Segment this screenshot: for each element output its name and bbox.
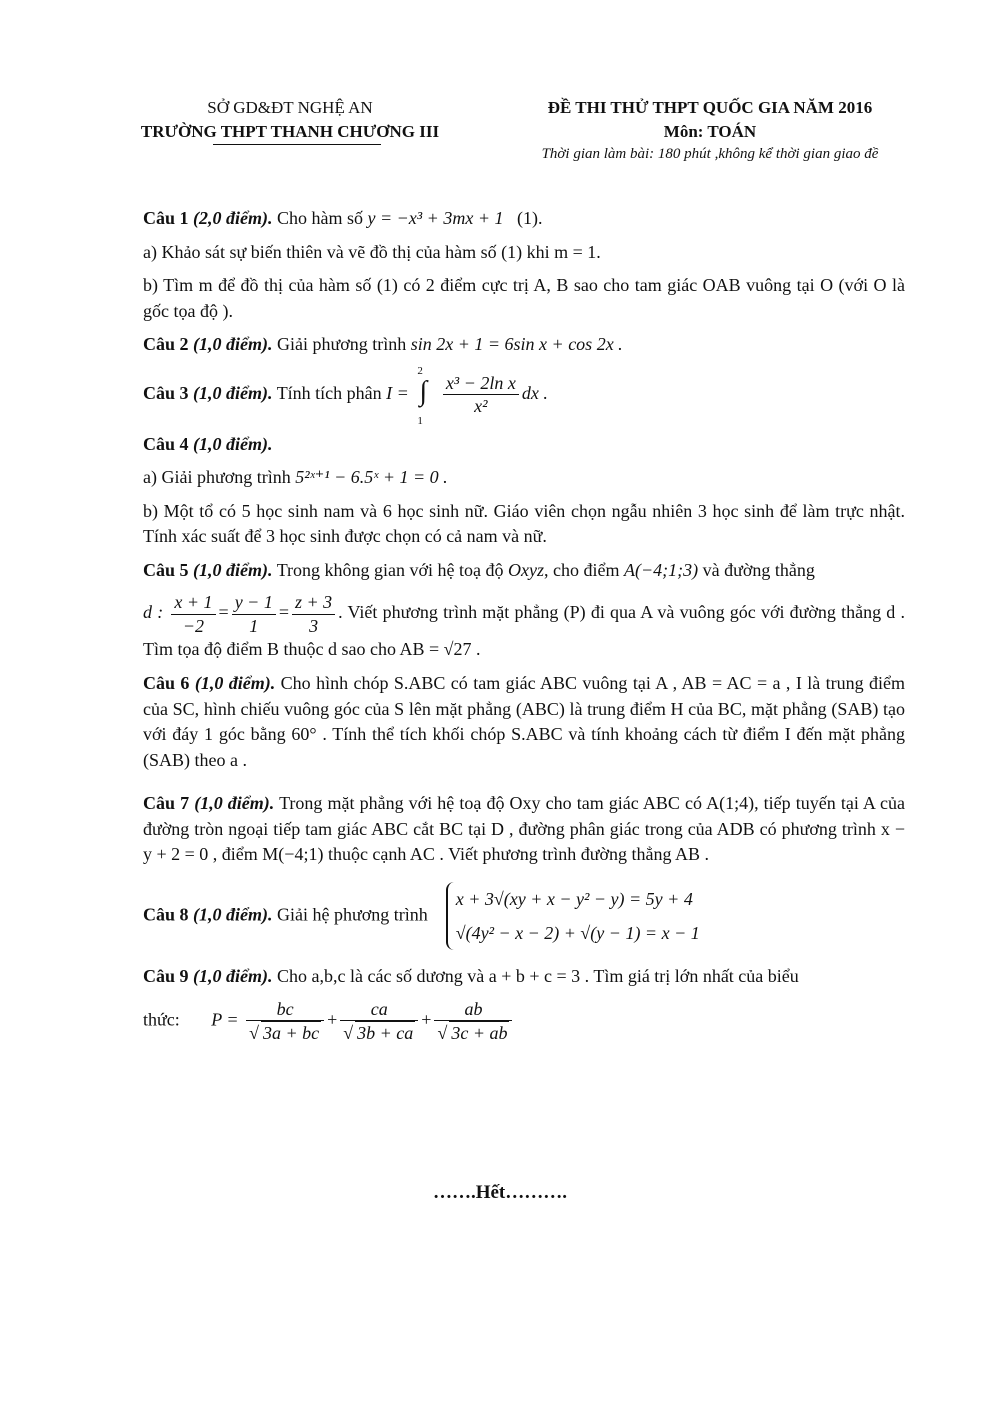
fraction-numerator: ab	[434, 998, 512, 1022]
question-5	[143, 558, 905, 584]
exam-subject: Môn: TOÁN	[663, 122, 757, 142]
question-label: Câu 4	[143, 433, 189, 454]
formula: y = −x³ + 3mx + 1	[367, 208, 504, 228]
question-label: Câu 9	[143, 966, 189, 987]
coordinate-system: Oxyz	[508, 559, 545, 580]
question-text: Giải phương trình	[277, 334, 407, 355]
fraction-1	[246, 998, 324, 1045]
fraction-numerator: bc	[246, 998, 324, 1022]
question-points: (2,0 điểm).	[193, 208, 273, 228]
question-label: Câu 5	[143, 559, 189, 580]
fraction-2	[340, 998, 418, 1045]
integral-lower: 1	[417, 414, 423, 427]
question-text: Cho a,b,c là các số dương và a + b + c = 3 . Tìm giá trị lớn nhất của biểu	[277, 966, 799, 987]
question-text: Tính tích phân	[276, 382, 382, 403]
fraction-numerator: x + 1	[171, 591, 215, 615]
question-4b: b) Một tổ có 5 học sinh nam và 6 học sinh nữ. Giáo viên chọn ngẫu nhiên 3 học sinh để làm trực nhật. Tính xác suất để 3 học sinh được chọn có cả nam và nữ.	[143, 500, 905, 547]
exam-title: ĐỀ THI THỬ THPT QUỐC GIA NĂM 2016	[547, 98, 873, 117]
fraction-3	[434, 998, 512, 1045]
question-text: thức:	[143, 1009, 180, 1030]
question-text: Trong mặt phẳng với hệ toạ độ Oxy cho tam giác ABC có A(1;4), tiếp tuyến tại A của đường tròn ngoại tiếp tam giác ABC cắt BC tại D , đường phân giác trong của ADB có phương trình x − y + 2 = 0 , điểm M(−4;1) thuộc cạnh AC . Viết phương trình đường thẳng AB .	[143, 793, 905, 865]
fraction-numerator: ca	[340, 998, 418, 1022]
question-3	[143, 364, 905, 427]
fraction-denominator: √ 3b + ca	[343, 1023, 414, 1044]
equation-system	[446, 882, 700, 950]
fraction-2	[232, 591, 276, 637]
question-9	[143, 964, 905, 990]
end-marker: …….Hết……….	[432, 1182, 568, 1203]
exam-duration: Thời gian làm bài: 180 phút ,không kể thời gian giao đề	[541, 146, 879, 163]
fraction-1	[171, 591, 215, 637]
question-label: Câu 3	[143, 382, 189, 403]
question-5-line: d : $\frac{x + 1}{-2}$ = $\frac{y - 1}{1}$ = $\frac{z + 3}{3}$ . Viết phương trình mặt phẳng (P) đi qua A và vuông góc với đường thẳng d . Tìm tọa độ điểm B thuộc d sao cho AB = √27 .	[143, 592, 905, 660]
expression-lhs: P =	[211, 1009, 239, 1030]
question-points: (1,0 điểm).	[193, 433, 273, 454]
question-text: và đường thẳng	[702, 559, 815, 580]
point-a: A(−4;1;3)	[624, 559, 699, 580]
fraction-denominator: 1	[249, 615, 259, 636]
question-label: Câu 1	[143, 208, 189, 228]
question-8	[143, 882, 905, 950]
question-points: (1,0 điểm).	[193, 334, 273, 355]
fraction-numerator: x³ − 2ln x	[443, 372, 519, 396]
question-text: Cho hàm số	[277, 208, 364, 228]
question-points: (1,0 điểm).	[193, 966, 273, 987]
integral-sign	[417, 364, 431, 427]
question-1a: a) Khảo sát sự biến thiên và vẽ đồ thị của hàm số (1) khi m = 1.	[143, 241, 601, 262]
department-name: SỞ GD&ĐT NGHỆ AN	[207, 98, 373, 117]
question-9-expression: thức: P = $\frac{bc}{√ 3a + bc}$ + $\frac{ca}{√ 3b + ca}$ + $\frac{ab}{√ 3c + ab}$	[143, 998, 905, 1045]
school-name: TRƯỜNG THPT THANH CHƯƠNG III	[140, 122, 440, 142]
school-header	[110, 96, 470, 144]
question-text: , cho điểm	[544, 559, 620, 580]
question-text: Giải hệ phương trình	[277, 904, 428, 925]
question-points: (1,0 điểm).	[194, 793, 275, 814]
equation-2: √(4y² − x − 2) + √(y − 1) = x − 1	[455, 923, 700, 944]
question-label: Câu 6	[143, 673, 190, 694]
fraction-numerator: y − 1	[232, 591, 276, 615]
question-points: (1,0 điểm).	[193, 904, 273, 925]
question-1b: b) Tìm m để đồ thị của hàm số (1) có 2 điểm cực trị A, B sao cho tam giác OAB vuông tại O (với O là gốc tọa độ ).	[143, 275, 905, 321]
question-text: Cho hình chóp S.ABC có tam giác ABC vuông tại A , AB = AC = a , I là trung điểm của SC, hình chiếu vuông góc của S lên mặt phẳng (ABC) là trung điểm H của BC, mặt phẳng (SAB) tạo với đáy 1 góc bằng 60° . Tính thể tích khối chóp S.ABC và tính khoảng cách từ điểm I đến mặt phẳng (SAB) theo a .	[143, 673, 906, 770]
question-points: (1,0 điểm).	[194, 673, 276, 694]
question-points: (1,0 điểm).	[193, 382, 273, 403]
sqrt-radicand: 3a + bc	[262, 1023, 320, 1044]
question-7	[143, 791, 905, 868]
integral-lhs: I =	[386, 382, 409, 403]
question-text: a) Giải phương trình	[143, 467, 291, 488]
question-label: Câu 2	[143, 334, 189, 355]
line-label: d :	[143, 602, 164, 623]
fraction-3	[292, 591, 335, 637]
integral-symbol: ∫	[419, 375, 427, 407]
fraction-denominator: 3	[309, 615, 319, 636]
integral-tail: dx .	[521, 382, 548, 403]
header-underline	[213, 144, 381, 145]
question-1	[143, 206, 905, 232]
question-2	[143, 332, 905, 358]
sqrt-radicand: 3b + ca	[357, 1023, 414, 1044]
question-4a	[143, 465, 905, 491]
sqrt-radicand: 3c + ab	[451, 1023, 508, 1044]
integrand-fraction	[443, 372, 519, 418]
fraction-denominator: −2	[182, 615, 205, 636]
formula: sin 2x + 1 = 6sin x + cos 2x .	[410, 334, 623, 355]
question-label: Câu 8	[143, 904, 189, 925]
equation-1: x + 3√(xy + x − y² − y) = 5y + 4	[455, 888, 693, 909]
fraction-denominator: √ 3c + ab	[437, 1023, 508, 1044]
question-label: Câu 7	[143, 793, 190, 814]
exam-header	[500, 96, 920, 166]
question-text: . Viết phương trình mặt phẳng (P) đi qua A và vuông góc với đường thẳng d . Tìm tọa độ điểm B thuộc d sao cho AB = √27 .	[143, 602, 905, 660]
question-4	[143, 432, 905, 458]
question-text: Trong không gian với hệ toạ độ	[276, 559, 504, 580]
question-6	[143, 671, 905, 773]
formula-ref: (1).	[516, 208, 543, 228]
formula: 5²ˣ⁺¹ − 6.5ˣ + 1 = 0 .	[295, 467, 448, 488]
integral-upper: 2	[417, 364, 423, 377]
question-points: (1,0 điểm).	[193, 559, 273, 580]
fraction-numerator: z + 3	[292, 591, 335, 615]
exam-questions	[143, 206, 905, 1053]
fraction-denominator: x²	[474, 396, 488, 417]
fraction-denominator: √ 3a + bc	[249, 1023, 320, 1044]
